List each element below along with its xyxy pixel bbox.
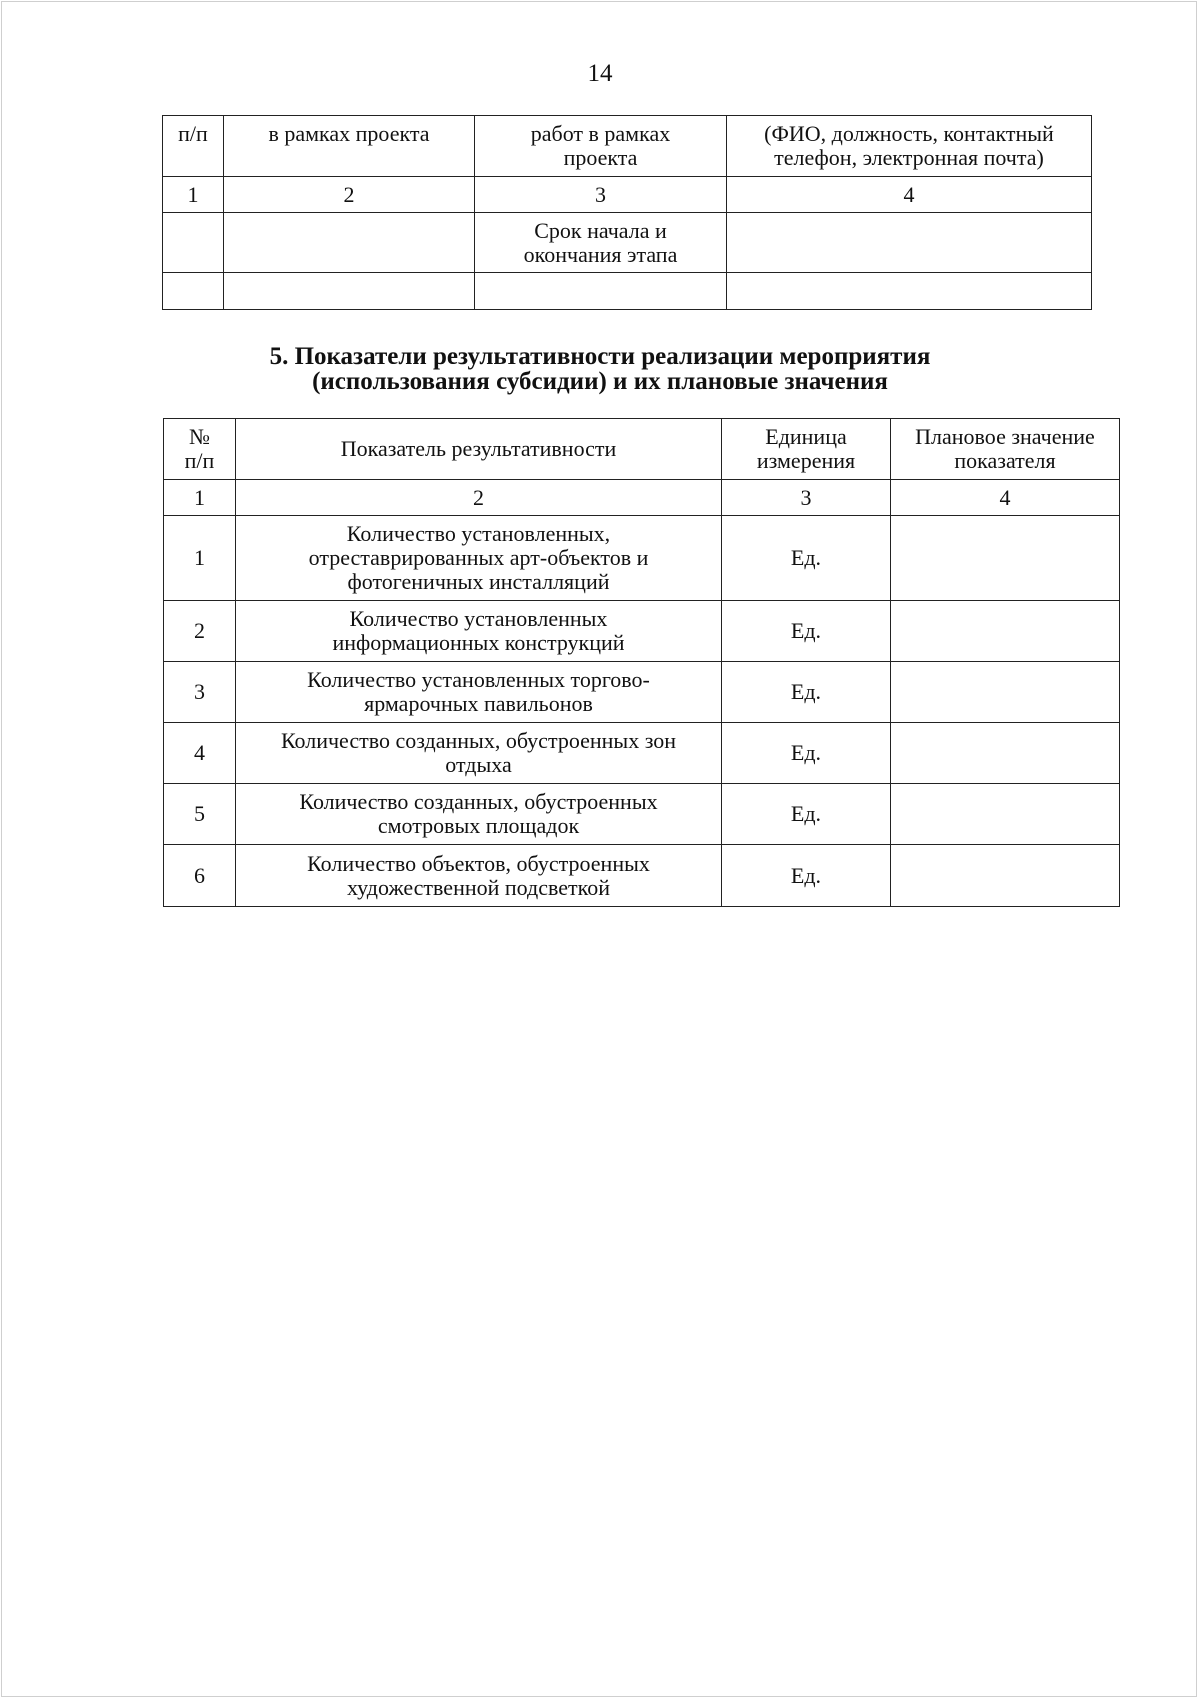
table1-number-cell: 4 (727, 177, 1092, 213)
table2-number-cell: 3 (722, 480, 891, 516)
table-row (164, 784, 1120, 845)
table1-number-cell: 2 (224, 177, 475, 213)
table2-header-cell: Плановое значение показателя (891, 419, 1120, 480)
table1-header-cell: (ФИО, должность, контактный телефон, электронная почта) (727, 116, 1092, 177)
table1-number-cell: 1 (163, 177, 224, 213)
indicator-name: Количество созданных, обустроенных смотровых площадок (236, 784, 722, 845)
table1-cell (224, 273, 475, 310)
table-row (163, 273, 1092, 310)
table1-header-cell: работ в рамках проекта (475, 116, 727, 177)
section-title-line: (использования субсидии) и их плановые значения (312, 368, 888, 395)
table-row (164, 516, 1120, 601)
unit: Ед. (722, 723, 891, 784)
table1-number-row (163, 177, 1092, 213)
indicator-name: Количество установленных торгово-ярмарочных павильонов (236, 662, 722, 723)
row-number: 5 (164, 784, 236, 845)
planned-value (891, 723, 1120, 784)
row-number: 1 (164, 516, 236, 601)
unit: Ед. (722, 516, 891, 601)
indicator-name: Количество установленных, отреставрированных арт-объектов и фотогеничных инсталляций (236, 516, 722, 601)
project-stages-table (162, 115, 1092, 310)
indicator-name: Количество объектов, обустроенных художественной подсветкой (236, 845, 722, 907)
table1-cell (163, 273, 224, 310)
unit: Ед. (722, 601, 891, 662)
table-row (164, 723, 1120, 784)
table-row (164, 662, 1120, 723)
table1-cell (475, 273, 727, 310)
table2-header-row (164, 419, 1120, 480)
table-row (163, 213, 1092, 273)
section-title-line: 5. Показатели результативности реализации мероприятия (269, 343, 931, 370)
row-number: 4 (164, 723, 236, 784)
table1-cell (727, 213, 1092, 273)
row-number: 2 (164, 601, 236, 662)
planned-value (891, 662, 1120, 723)
planned-value (891, 516, 1120, 601)
table-row (164, 845, 1120, 907)
table1-header-row (163, 116, 1092, 177)
table1-cell (727, 273, 1092, 310)
table2-number-cell: 2 (236, 480, 722, 516)
table2-header-cell: Единица измерения (722, 419, 891, 480)
section-title (0, 344, 1200, 394)
unit: Ед. (722, 784, 891, 845)
table1-cell (224, 213, 475, 273)
indicator-name: Количество созданных, обустроенных зон отдыха (236, 723, 722, 784)
table2-number-row (164, 480, 1120, 516)
page-number: 14 (587, 60, 613, 87)
table1-header-cell: в рамках проекта (224, 116, 475, 177)
row-number: 3 (164, 662, 236, 723)
table1-number-cell: 3 (475, 177, 727, 213)
table1-header-cell: п/п (163, 116, 224, 177)
row-number: 6 (164, 845, 236, 907)
performance-indicators-table (163, 418, 1120, 907)
planned-value (891, 601, 1120, 662)
unit: Ед. (722, 845, 891, 907)
unit: Ед. (722, 662, 891, 723)
planned-value (891, 845, 1120, 907)
table2-number-cell: 4 (891, 480, 1120, 516)
planned-value (891, 784, 1120, 845)
table2-header-cell: № п/п (164, 419, 236, 480)
table1-cell: Срок начала и окончания этапа (475, 213, 727, 273)
indicator-name: Количество установленных информационных конструкций (236, 601, 722, 662)
table-row (164, 601, 1120, 662)
table1-cell (163, 213, 224, 273)
table2-number-cell: 1 (164, 480, 236, 516)
table2-header-cell: Показатель результативности (236, 419, 722, 480)
